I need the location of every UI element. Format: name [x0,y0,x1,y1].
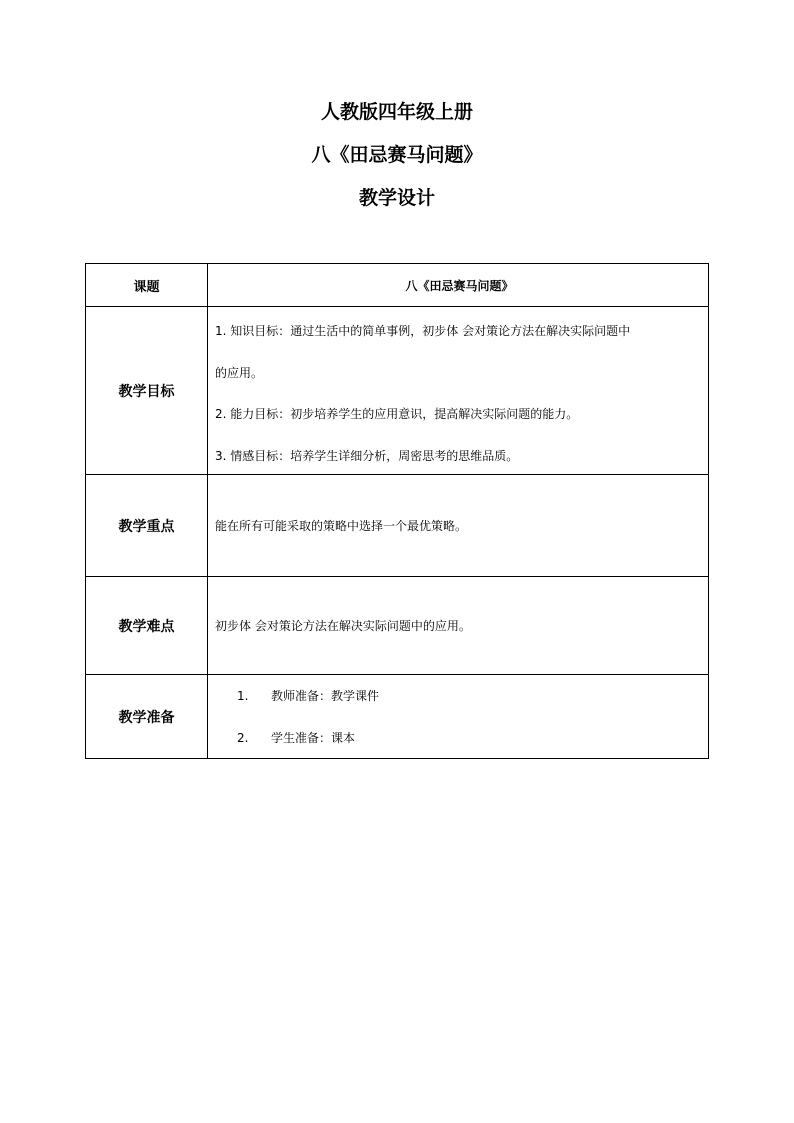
list-item-text: 教师准备：教学课件 [271,688,380,703]
row-difficulties [86,577,709,675]
row-preparation [86,675,709,759]
preparation-list [215,689,704,745]
title-doc-type: 教学设计 [358,187,435,209]
list-item-number: 1. [237,688,249,703]
row-topic [86,264,709,307]
topic-value: 八《田忌赛马问题》 [208,264,709,307]
lesson-plan-table [85,263,709,759]
topic-label: 课题 [86,264,208,307]
difficulties-value: 初步体 会对策论方法在解决实际问题中的应用。 [208,577,709,675]
key-points-value: 能在所有可能采取的策略中选择一个最优策略。 [208,475,709,577]
goals-label: 教学目标 [86,307,208,475]
goal-item-1-line-a: 1. 知识目标：通过生活中的简单事例，初步体 会对策论方法在解决实际问题中 [215,324,631,338]
row-goals [86,307,709,475]
preparation-label: 教学准备 [86,675,208,759]
key-points-label: 教学重点 [86,475,208,577]
document-title-block [0,103,794,208]
row-key-points [86,475,709,577]
title-lesson: 八《田忌赛马问题》 [311,144,483,166]
list-item-number: 2. [237,730,249,745]
goal-item-2: 2. 能力目标：初步培养学生的应用意识，提高解决实际问题的能力。 [215,407,579,421]
goal-item-1-line-b: 的应用。 [215,366,264,380]
list-item [215,731,704,745]
preparation-content [208,675,709,759]
title-grade: 人教版四年级上册 [320,101,473,123]
list-item [215,689,704,703]
list-item-text: 学生准备：课本 [271,730,356,745]
goals-content [208,307,709,475]
difficulties-label: 教学难点 [86,577,208,675]
goal-item-3: 3. 情感目标：培养学生详细分析，周密思考的思维品质。 [215,449,519,463]
